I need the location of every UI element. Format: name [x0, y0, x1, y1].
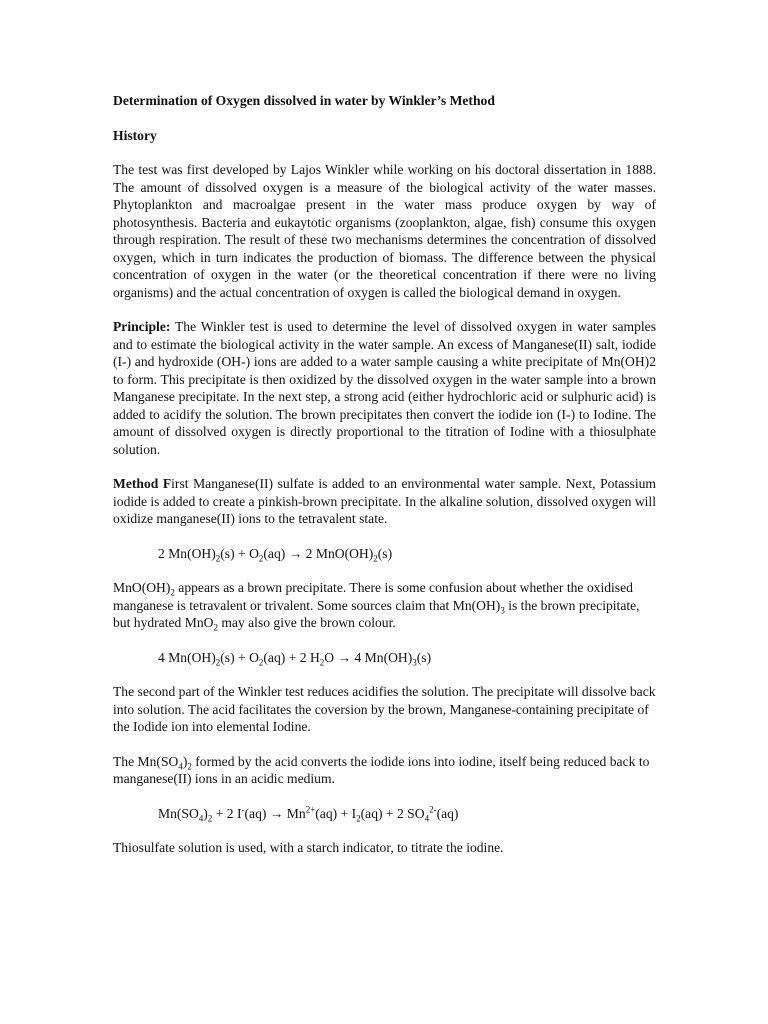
method-text: irst Manganese(II) sulfate is added to an environmental water sample. Next, Potassium iodide is added to create a pinkish-brown precipitate. In the alkaline solution, dissolved oxygen will oxidize manganese(II) ions to the tetravalent state.	[113, 476, 656, 526]
principle-paragraph	[113, 318, 656, 458]
equation-1: 2 $Mn(OH)_2(s) + O_2(aq) \to 2$ $MnO(OH)_2(s)$	[158, 545, 393, 564]
method-label: Method F	[113, 476, 172, 491]
equation-3: $Mn(SO_4)_2 + 2$ $I^-(aq) \to Mn^{2+}(aq) + I_2(aq) + 2$ $SO_4^{2-}(aq)$	[158, 803, 459, 824]
principle-text: The Winkler test is used to determine the level of dissolved oxygen in water samples and to estimate the biological activity in the water sample. An excess of Manganese(II) salt, iodide (I-) and hydroxide (OH-) ions are added to a water sample causing a white precipitate of Mn(OH)2 to form. This precipitate is then oxidized by the dissolved oxygen in the water sample into a brown Manganese precipitate. In the next step, a strong acid (either hydrochloric acid or sulphuric acid) is added to acidify the solution. The brown precipitates then convert the iodide ion (I-) to Iodine. The amount of dissolved oxygen is directly proportional to the titration of Iodine with a thiosulphate solution.	[113, 319, 656, 457]
mnso4-paragraph: The $Mn(SO_4)_2$ formed by the acid converts the iodide ions into iodine, itself being reduced back to manganese(II) ions in an acidic medium.	[113, 753, 650, 786]
thiosulfate-paragraph: Thiosulfate solution is used, with a starch indicator, to titrate the iodine.	[113, 840, 504, 855]
equation-2: 4 $Mn(OH)_2(s) + O_2(aq) + 2$ $H_2O \to 4$ $Mn(OH)_3(s)$	[158, 649, 432, 668]
history-paragraph: The test was first developed by Lajos Winkler while working on his doctoral dissertation in 1888. The amount of dissolved oxygen is a measure of the biological activity of the water masses. Phytoplankton and macroalgae present in the water mass produce oxygen by way of photosynthesis. Bacteria and eukaytotic organisms (zooplankton, algae, fish) consume this oxygen through respiration. The result of these two mechanisms determines the concentration of dissolved oxygen, which in turn indicates the production of biomass. The difference between the physical concentration of oxygen in the water (or the theoretical concentration if there were no living organisms) and the actual concentration of oxygen is called the biological demand in oxygen.	[113, 162, 656, 300]
document-title: Determination of Oxygen dissolved in water by Winkler’s Method	[113, 93, 495, 108]
document-content	[113, 92, 656, 874]
principle-label: Principle:	[113, 319, 171, 334]
method-paragraph	[113, 475, 656, 528]
second-part-paragraph: The second part of the Winkler test reduces acidifies the solution. The precipitate will dissolve back into solution. The acid facilitates the coversion by the brown, Manganese-containing precipitate of the Iodide ion into elemental Iodine.	[113, 684, 656, 734]
brown-precipitate-paragraph: $MnO(OH)_2$ appears as a brown precipitate. There is some confusion about whether the oxidised manganese is tetravalent or trivalent. Some sources claim that $Mn(OH)_3$ is the brown precipitate, but hydrated MnO$_2$ may also give the brown colour.	[113, 580, 640, 633]
history-heading: History	[113, 127, 157, 143]
